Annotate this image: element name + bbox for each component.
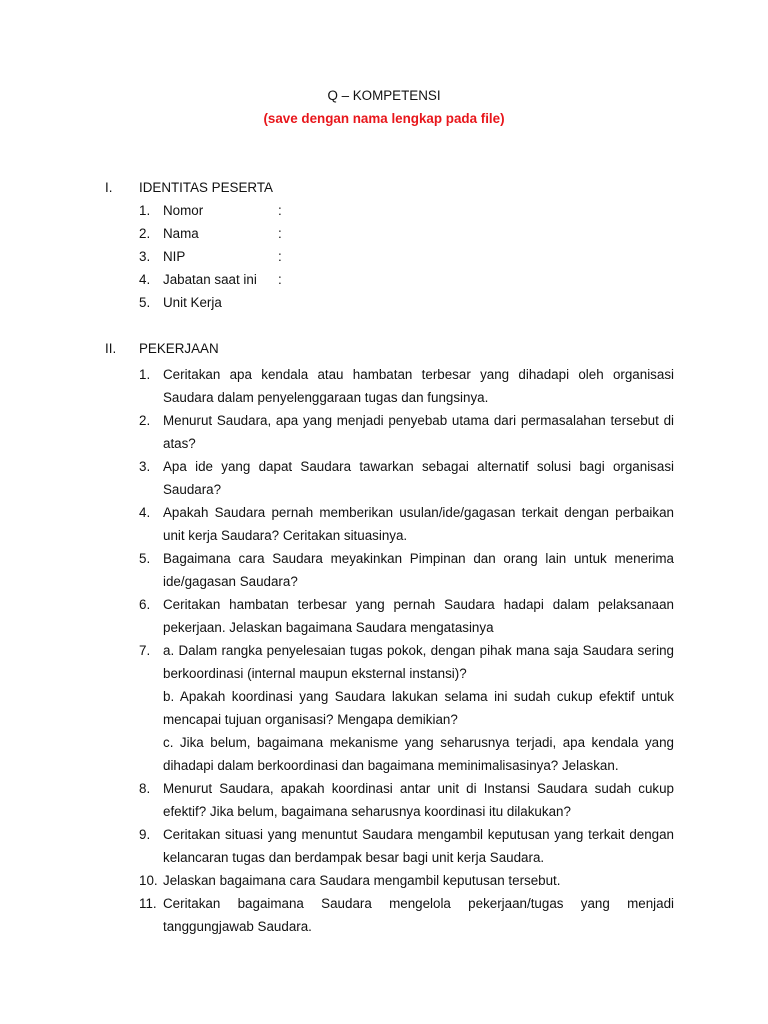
question-number: 8.	[139, 781, 151, 796]
question-number: 9.	[139, 827, 151, 842]
field-nama	[0, 225, 768, 248]
field-label: NIP	[163, 249, 186, 264]
question-text-group	[163, 639, 674, 777]
question-subpart-c: c. Jika belum, bagaimana mekanisme yang seharusnya terjadi, apa kendala yang dihadapi dalam berkoordinasi dan bagaimana meminimalisasinya? Jelaskan.	[163, 735, 674, 773]
section-pekerjaan	[0, 340, 768, 938]
question-text: Ceritakan hambatan terbesar yang pernah Saudara hadapi dalam pelaksanaan pekerjaan. Jelaskan bagaimana Saudara mengatasinya	[163, 597, 674, 635]
question-item	[0, 823, 768, 869]
question-text: Jelaskan bagaimana cara Saudara mengambil keputusan tersebut.	[163, 873, 561, 888]
section-title: IDENTITAS PESERTA	[139, 180, 273, 195]
question-item	[0, 892, 768, 938]
question-number: 6.	[139, 597, 151, 612]
question-number: 5.	[139, 551, 151, 566]
question-number: 1.	[139, 367, 151, 382]
field-number: 1.	[139, 203, 151, 218]
field-label: Jabatan saat ini	[163, 272, 257, 287]
field-colon: :	[278, 272, 282, 287]
field-colon: :	[278, 226, 282, 241]
field-jabatan	[0, 271, 768, 294]
document-subtitle: (save dengan nama lengkap pada file)	[263, 111, 505, 126]
question-item	[0, 455, 768, 501]
question-subpart-a: a. Dalam rangka penyelesaian tugas pokok, dengan pihak mana saja Saudara sering berkoordinasi (internal maupun eksternal instansi)?	[163, 643, 674, 681]
field-unit-kerja	[0, 294, 768, 317]
question-text: Menurut Saudara, apa yang menjadi penyebab utama dari permasalahan tersebut di atas?	[163, 413, 674, 451]
question-number: 11.	[139, 896, 157, 911]
section-header	[0, 179, 768, 202]
question-text: Ceritakan bagaimana Saudara mengelola pekerjaan/tugas yang menjadi tanggungjawab Saudara.	[163, 896, 674, 934]
question-item	[0, 639, 768, 777]
question-item	[0, 363, 768, 409]
question-text: Ceritakan apa kendala atau hambatan terbesar yang dihadapi oleh organisasi Saudara dalam penyelenggaraan tugas dan fungsinya.	[163, 367, 674, 405]
section-numeral: II.	[105, 341, 117, 356]
field-nomor	[0, 202, 768, 225]
question-item	[0, 777, 768, 823]
field-label: Nomor	[163, 203, 204, 218]
field-number: 2.	[139, 226, 151, 241]
question-text: Apa ide yang dapat Saudara tawarkan sebagai alternatif solusi bagi organisasi Saudara?	[163, 459, 674, 497]
section-identitas	[0, 179, 768, 317]
question-number: 4.	[139, 505, 151, 520]
question-item	[0, 869, 768, 892]
document-title: Q – KOMPETENSI	[327, 88, 441, 103]
question-item	[0, 547, 768, 593]
field-label: Nama	[163, 226, 199, 241]
question-text: Bagaimana cara Saudara meyakinkan Pimpinan dan orang lain untuk menerima ide/gagasan Saudara?	[163, 551, 674, 589]
question-number: 7.	[139, 643, 151, 658]
question-subpart-b: b. Apakah koordinasi yang Saudara lakukan selama ini sudah cukup efektif untuk mencapai tujuan organisasi? Mengapa demikian?	[163, 689, 674, 727]
question-item	[0, 593, 768, 639]
question-number: 10.	[139, 873, 158, 888]
section-numeral: I.	[105, 180, 113, 195]
question-text: Ceritakan situasi yang menuntut Saudara mengambil keputusan yang terkait dengan kelancaran tugas dan berdampak besar bagi unit kerja Saudara.	[163, 827, 674, 865]
field-label: Unit Kerja	[163, 295, 222, 310]
field-colon: :	[278, 203, 282, 218]
question-number: 3.	[139, 459, 151, 474]
field-number: 3.	[139, 249, 151, 264]
field-number: 5.	[139, 295, 151, 310]
field-number: 4.	[139, 272, 151, 287]
question-text: Apakah Saudara pernah memberikan usulan/ide/gagasan terkait dengan perbaikan unit kerja Saudara? Ceritakan situasinya.	[163, 505, 674, 543]
question-text: Menurut Saudara, apakah koordinasi antar unit di Instansi Saudara sudah cukup efektif? Jika belum, bagaimana seharusnya koordinasi itu dilakukan?	[163, 781, 674, 819]
field-colon: :	[278, 249, 282, 264]
section-title: PEKERJAAN	[139, 341, 219, 356]
question-number: 2.	[139, 413, 151, 428]
section-header	[0, 340, 768, 363]
question-item	[0, 409, 768, 455]
field-nip	[0, 248, 768, 271]
question-item	[0, 501, 768, 547]
